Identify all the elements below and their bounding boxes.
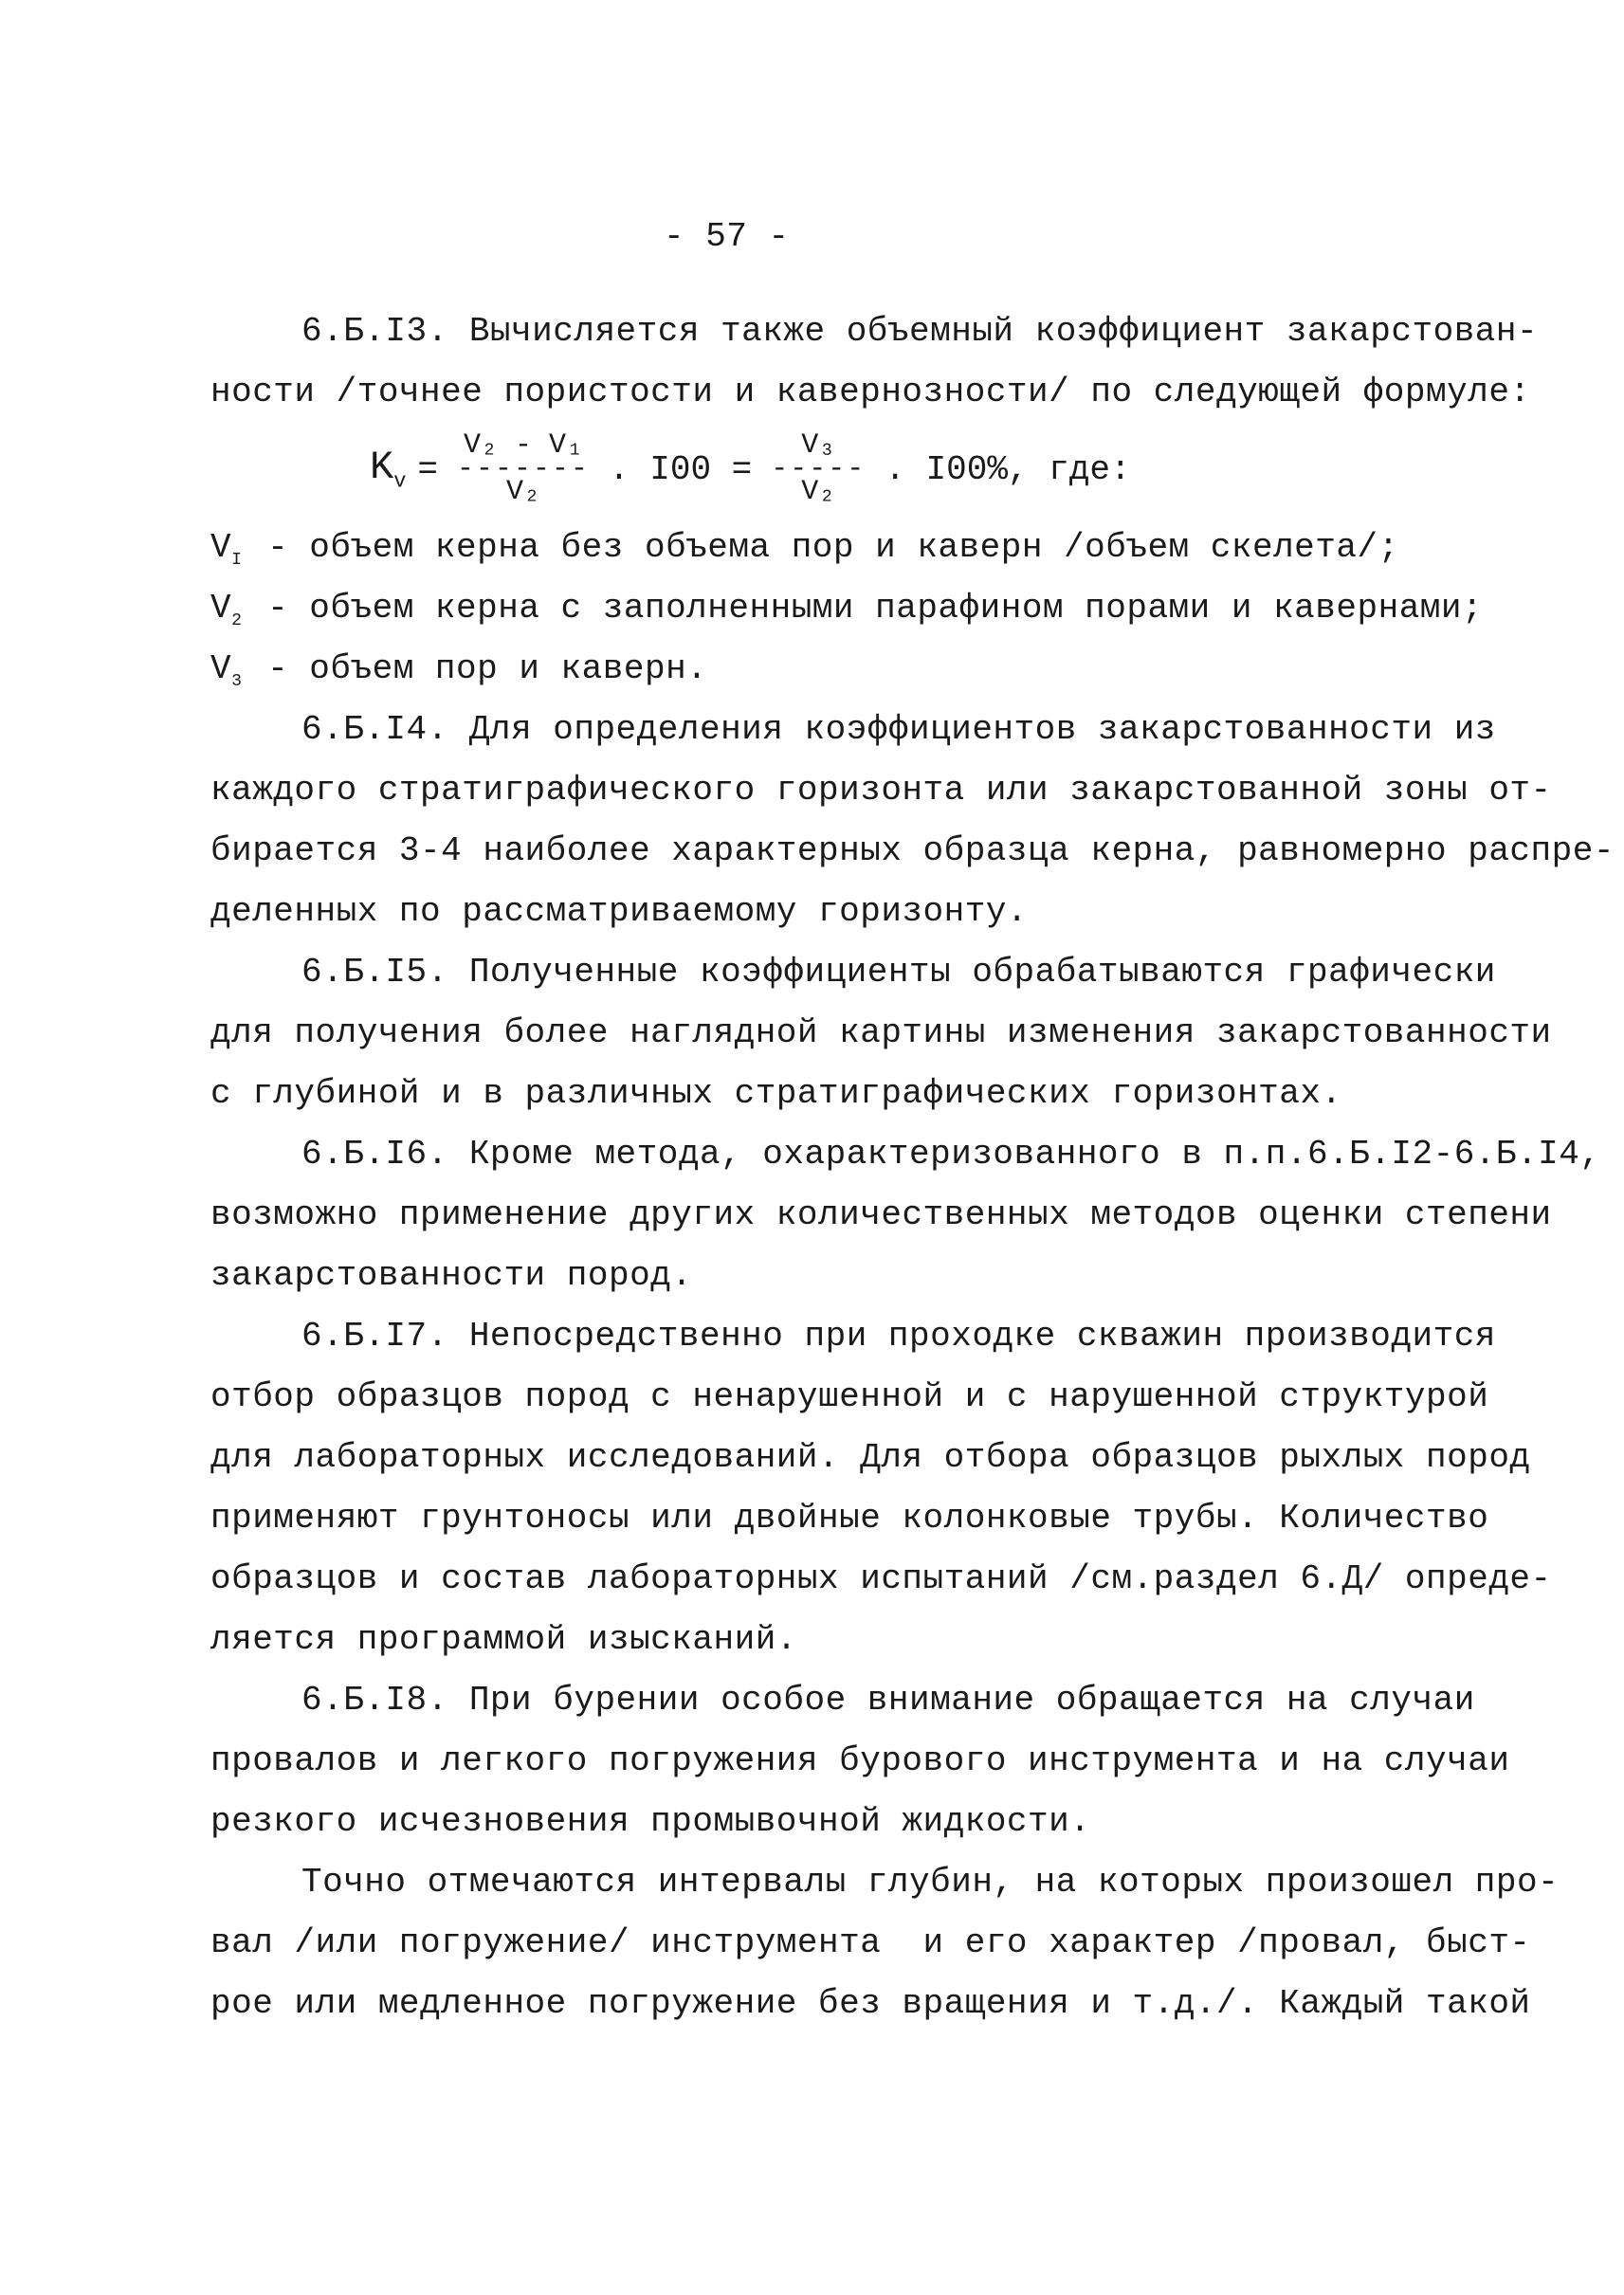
para-6b14-line-1: 6.Б.I4. Для определения коэффициентов закарстованности из	[301, 710, 1496, 749]
para-intervals-line-2: вал /или погружение/ инструмента и его характер /провал, быст-	[210, 1923, 1531, 1962]
para-6b15-line-3: с глубиной и в различных стратиграфических горизонтах.	[210, 1074, 1342, 1113]
fraction-2-denominator: V₂	[801, 476, 836, 508]
para-6b14-line-3: бирается 3-4 наиболее характерных образца керна, равномерно распре-	[210, 831, 1615, 870]
para-6b18-line-2: провалов и легкого погружения бурового инструмента и на случаи	[210, 1741, 1510, 1780]
para-6b13-line-2: ности /точнее пористости и кавернозности/ по следующей формуле:	[210, 373, 1531, 411]
para-6b17-line-3: для лабораторных исследований. Для отбора образцов рыхлых пород	[210, 1438, 1531, 1477]
para-6b15-line-2: для получения более наглядной картины изменения закарстованности	[210, 1013, 1552, 1052]
formula-fraction-1	[457, 428, 591, 508]
fraction-1-bar: -------	[457, 453, 591, 485]
para-6b17-line-1: 6.Б.I7. Непосредственно при проходке скважин производится	[301, 1317, 1496, 1356]
para-6b18-line-1: 6.Б.I8. При бурении особое внимание обращается на случаи	[301, 1681, 1475, 1720]
definition-v1: $V_I$ - объем керна без объема пор и каверн /объем скелета/;	[210, 528, 1399, 571]
para-6b14-line-4: деленных по рассматриваемому горизонту.	[210, 892, 1029, 931]
para-6b17-line-5: образцов и состав лабораторных испытаний /см.раздел 6.Д/ опреде-	[210, 1559, 1552, 1598]
para-6b17-line-2: отбор образцов пород с ненарушенной и с нарушенной структурой	[210, 1377, 1489, 1416]
para-6b15-line-1: 6.Б.I5. Полученные коэффициенты обрабатываются графически	[301, 953, 1496, 992]
fraction-1-denominator: V₂	[506, 476, 541, 508]
para-6b17-line-4: применяют грунтоносы или двойные колонковые трубы. Количество	[210, 1499, 1489, 1538]
para-6b18-line-3: резкого исчезновения промывочной жидкости.	[210, 1802, 1091, 1841]
para-6b14-line-2: каждого стратиграфического горизонта или закарстованной зоны от-	[210, 771, 1552, 810]
fraction-1-numerator: V₂ - V₁	[464, 428, 584, 462]
para-6b16-line-1: 6.Б.I6. Кроме метода, охарактеризованного в п.п.6.Б.I2-6.Б.I4,	[301, 1135, 1601, 1174]
fraction-2-numerator: V₃	[801, 428, 836, 462]
formula-multiplier: . I00 =	[609, 449, 753, 489]
para-intervals-line-1: Точно отмечаются интервалы глубин, на которых произошел про-	[301, 1863, 1560, 1902]
para-6b16-line-3: закарстованности пород.	[210, 1256, 693, 1295]
para-6b17-line-6: ляется программой изысканий.	[210, 1620, 797, 1659]
formula-fraction-2	[771, 428, 867, 508]
formula-tail: . I00%, где:	[885, 449, 1131, 489]
formula-lhs: $K_v$	[370, 445, 407, 494]
formula-kv: $K_v$ = V₂ - V₁ ------- V₂ . I00 = V₃ ----- V₂ . I00%, где:	[370, 428, 1131, 508]
para-intervals-line-3: рое или медленное погружение без вращения и т.д./. Каждый такой	[210, 1984, 1531, 2023]
para-6b13-line-1: 6.Б.I3. Вычисляется также объемный коэффициент закарстован-	[301, 312, 1539, 351]
definition-v3: $V_3$ - объем пор и каверн.	[210, 649, 708, 692]
formula-lhs-sub: v	[393, 469, 407, 494]
definition-v2: $V_2$ - объем керна с заполненными парафином порами и кавернами;	[210, 589, 1484, 631]
para-6b16-line-2: возможно применение других количественных методов оценки степени	[210, 1195, 1552, 1234]
fraction-2-bar: -----	[771, 453, 867, 485]
page-number: - 57 -	[664, 217, 790, 256]
